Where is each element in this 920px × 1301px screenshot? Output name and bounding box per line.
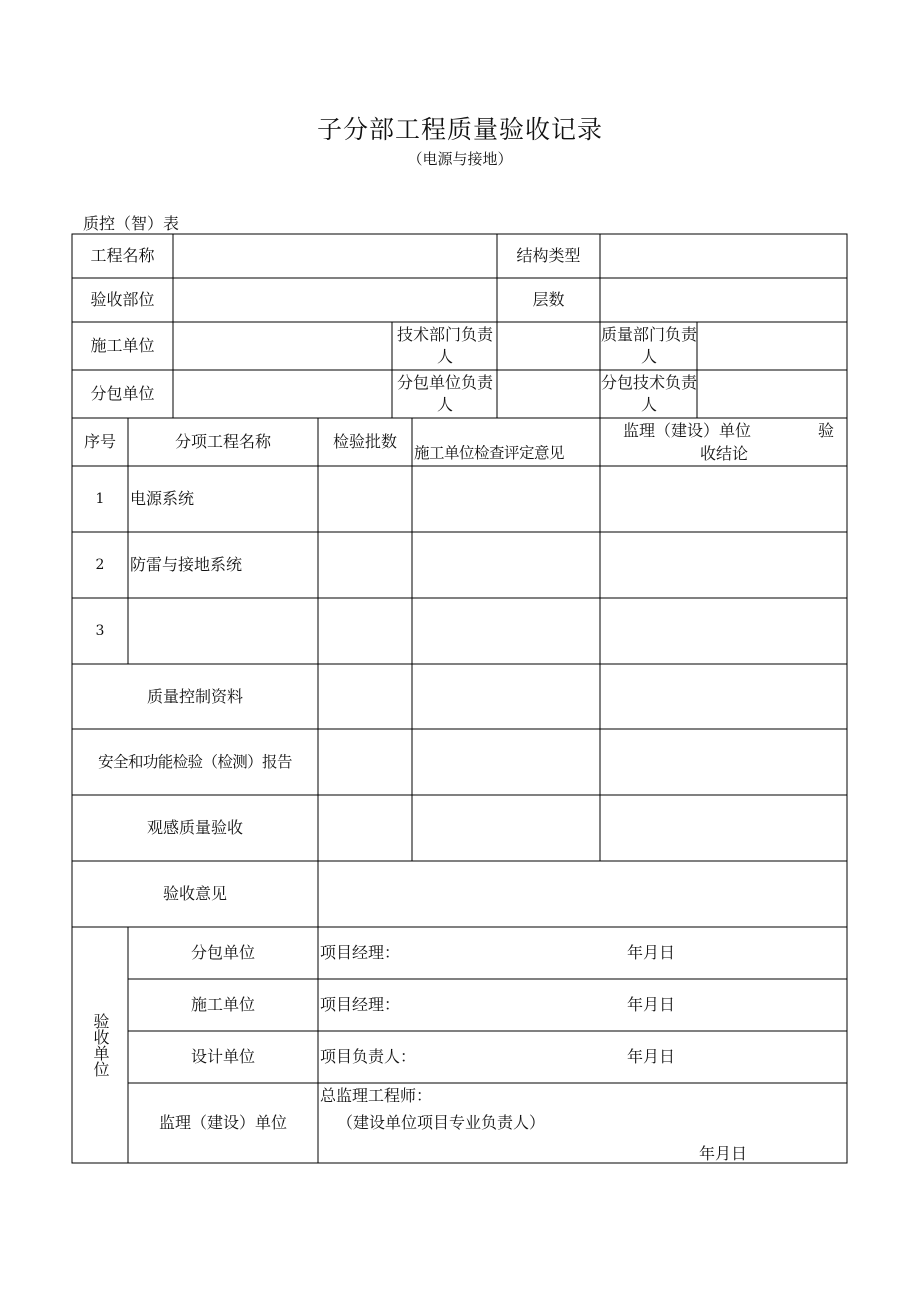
row-1-no: 1 bbox=[95, 491, 105, 507]
row-2-no: 2 bbox=[95, 557, 105, 573]
page-subtitle: （电源与接地） bbox=[407, 150, 513, 168]
chief-supervisor-label: 总监理工程师： bbox=[320, 1086, 433, 1105]
row-3-name bbox=[128, 598, 318, 664]
label-opinion: 验收意见 bbox=[162, 884, 227, 903]
col-supervision-c: 收结论 bbox=[699, 444, 748, 463]
label-subcontractor: 分包单位 bbox=[90, 384, 155, 403]
label-tech-dept-head: 技术部门负责人 bbox=[396, 325, 493, 366]
construction-manager-label: 项目经理： bbox=[320, 995, 401, 1014]
col-construction-opinion: 施工单位检查评定意见 bbox=[414, 444, 565, 462]
label-sub-unit: 分包单位 bbox=[190, 943, 255, 962]
label-structure-type: 结构类型 bbox=[516, 246, 581, 265]
col-supervision-a: 监理（建设）单位 bbox=[622, 421, 751, 440]
label-appearance: 观感质量验收 bbox=[146, 818, 243, 837]
sub-manager-label: 项目经理： bbox=[320, 943, 401, 962]
label-sub-unit-head: 分包单位负责人 bbox=[396, 373, 493, 414]
col-supervision-b: 验 bbox=[817, 421, 834, 440]
label-acceptance-part: 验收部位 bbox=[90, 290, 155, 309]
acceptance-group-cell bbox=[72, 927, 128, 1163]
label-floors: 层数 bbox=[532, 290, 565, 309]
label-supervision-unit: 监理（建设）单位 bbox=[158, 1113, 287, 1132]
label-quality-dept-head: 质量部门负责人 bbox=[601, 325, 698, 366]
label-project-name: 工程名称 bbox=[90, 246, 155, 265]
row-2-name: 防雷与接地系统 bbox=[130, 555, 243, 574]
col-seq: 序号 bbox=[83, 432, 116, 451]
sub-date: 年月日 bbox=[626, 943, 675, 962]
row-3-no: 3 bbox=[95, 623, 105, 639]
col-item-name: 分项工程名称 bbox=[174, 432, 271, 451]
page-title: 子分部工程质量验收记录 bbox=[316, 115, 603, 144]
label-construction-unit: 施工单位 bbox=[90, 336, 155, 355]
design-head-label: 项目负责人： bbox=[320, 1047, 417, 1066]
label-quality-docs: 质量控制资料 bbox=[146, 686, 243, 706]
label-design-unit: 设计单位 bbox=[190, 1047, 255, 1066]
design-date: 年月日 bbox=[626, 1047, 675, 1066]
label-sub-tech-head: 分包技术负责人 bbox=[601, 373, 698, 414]
col-batch-count: 检验批数 bbox=[332, 432, 397, 451]
label-safety-report: 安全和功能检验（检测）报告 bbox=[98, 753, 292, 771]
row-1-name: 电源系统 bbox=[130, 489, 195, 508]
form-number: 质控（智）表 bbox=[83, 214, 180, 233]
owner-head-label: （建设单位项目专业负责人） bbox=[337, 1113, 546, 1132]
construction-date: 年月日 bbox=[626, 995, 675, 1014]
label-acceptance-group: 验收单位 bbox=[91, 1013, 110, 1077]
label-construction-unit-sign: 施工单位 bbox=[190, 995, 255, 1014]
supervision-date: 年月日 bbox=[698, 1144, 747, 1163]
